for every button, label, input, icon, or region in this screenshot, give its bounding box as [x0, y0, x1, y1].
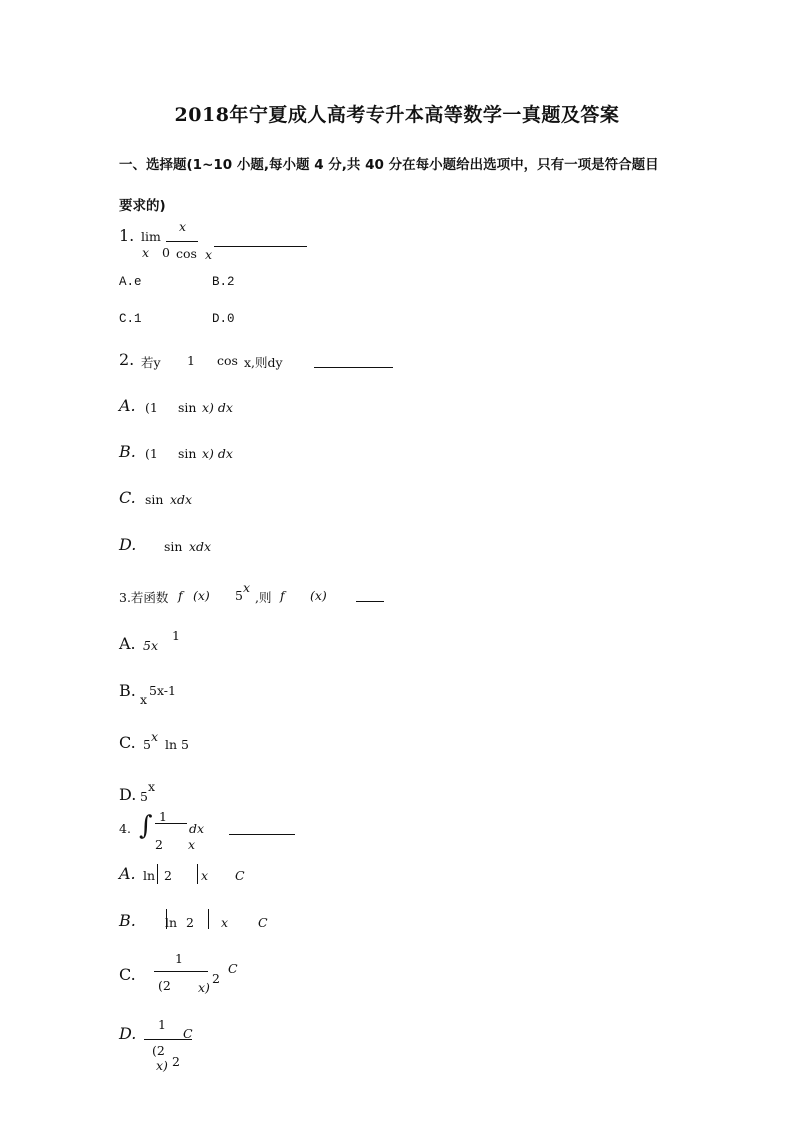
- q1-denominator-cos: cos: [176, 246, 197, 261]
- q3-exponent: x: [243, 580, 251, 595]
- q1-fraction-bar: [166, 241, 198, 242]
- q4-option-d-letter: D.: [119, 1024, 137, 1043]
- q1-option-a: A.e: [119, 275, 142, 289]
- q1-option-c: C.1: [119, 312, 142, 326]
- q4-option-d-const: C: [183, 1026, 193, 1041]
- q2-option-a-paren: (1: [145, 400, 158, 415]
- q4-option-b-ln: ln: [165, 915, 178, 930]
- q2-stem-prefix: 若y: [141, 355, 161, 370]
- q2-option-b-sin: sin: [178, 446, 197, 461]
- q3-option-a-sup: 1: [172, 628, 180, 643]
- q1-answer-blank: [214, 246, 307, 247]
- q3-option-d-sup: x: [148, 779, 156, 794]
- q4-den-x: x: [188, 837, 196, 852]
- q3-option-c-letter: C.: [119, 733, 136, 752]
- page-title: 2018年宁夏成人高考专升本高等数学一真题及答案: [174, 104, 620, 126]
- section-header-line1: 一、选择题(1~10 小题,每小题 4 分,共 40 分在每小题给出选项中，只有一项是符合题目: [119, 157, 659, 173]
- q4-dx: dx: [189, 821, 205, 836]
- q2-option-b-paren: (1: [145, 446, 158, 461]
- q3-option-a-letter: A.: [119, 634, 136, 653]
- q2-option-d-letter: D.: [119, 535, 137, 554]
- q4-integral-sign: ∫: [139, 811, 153, 841]
- q2-answer-blank: [314, 367, 393, 368]
- q4-numerator: 1: [159, 809, 167, 824]
- q3-x-paren: (x): [193, 588, 210, 603]
- q2-option-c-sin: sin: [145, 492, 164, 507]
- q4-option-a-abs-right: [197, 864, 198, 884]
- q3-x-paren2: (x): [310, 588, 327, 603]
- q3-option-b-sub: x: [140, 692, 148, 707]
- q3-option-a-body: 5x: [143, 638, 159, 653]
- q2-option-a-tail: x) dx: [202, 400, 233, 415]
- q2-number: 2.: [119, 350, 135, 369]
- q3-option-c-sup: x: [151, 729, 159, 744]
- q1-denominator-x: x: [205, 247, 213, 262]
- q4-den-2: 2: [155, 837, 163, 852]
- q4-option-a-two: 2: [164, 868, 172, 883]
- q3-option-c-body: 5: [143, 737, 151, 752]
- q4-number: 4.: [119, 821, 131, 836]
- q2-cos: cos: [217, 353, 238, 368]
- q1-lim-sub-0: 0: [162, 245, 170, 260]
- q3-f2: f: [280, 588, 285, 603]
- q4-option-c-letter: C.: [119, 965, 136, 984]
- q4-option-a-letter: A.: [119, 864, 136, 883]
- q4-option-c-den-x: x): [198, 980, 210, 995]
- q2-stem-tail: x,则dy: [244, 355, 283, 370]
- q4-option-a-const: C: [235, 868, 245, 883]
- q3-number-stem: 3.若函数: [119, 590, 169, 605]
- q2-option-c-letter: C.: [119, 488, 136, 507]
- q2-option-a-sin: sin: [178, 400, 197, 415]
- q4-option-c-const: C: [228, 961, 238, 976]
- q1-number: 1.: [119, 226, 135, 245]
- q3-f: f: [178, 588, 183, 603]
- section-header-line2: 要求的): [119, 198, 166, 214]
- q3-option-b-sup: 5x-1: [149, 683, 176, 698]
- q4-option-d-numerator: 1: [158, 1017, 166, 1032]
- q2-option-b-tail: x) dx: [202, 446, 233, 461]
- q1-option-b: B.2: [212, 275, 235, 289]
- q4-option-d-power: 2: [172, 1054, 180, 1069]
- q4-option-c-den: (2: [158, 978, 171, 993]
- q4-option-b-two: 2: [186, 915, 194, 930]
- q4-option-b-abs-right: [208, 909, 209, 929]
- q2-option-a-letter: A.: [119, 396, 136, 415]
- q1-numerator: x: [179, 219, 187, 234]
- q2-one: 1: [187, 353, 195, 368]
- q2-option-d-tail: xdx: [189, 539, 212, 554]
- q2-option-b-letter: B.: [119, 442, 136, 461]
- q4-option-c-power: 2: [212, 971, 220, 986]
- q1-lim-sub-x: x: [142, 245, 150, 260]
- q3-option-c-tail: ln 5: [165, 737, 189, 752]
- q3-option-d-body: 5: [140, 789, 148, 804]
- q3-base: 5: [235, 588, 243, 603]
- q1-lim: lim: [141, 229, 161, 244]
- q2-option-c-tail: xdx: [170, 492, 193, 507]
- q4-option-b-const: C: [258, 915, 268, 930]
- q2-option-d-sin: sin: [164, 539, 183, 554]
- q4-option-b-letter: B.: [119, 911, 136, 930]
- q3-then: ,则: [255, 590, 272, 605]
- q4-option-d-den-b: x): [156, 1058, 168, 1073]
- q4-option-b-x: x: [221, 915, 229, 930]
- q3-option-d-letter: D.: [119, 785, 137, 804]
- q4-option-d-den-a: (2: [152, 1043, 165, 1058]
- q4-fraction-bar: [155, 823, 187, 824]
- q4-option-a-abs-left: [157, 864, 158, 884]
- q4-option-a-ln: ln: [143, 868, 156, 883]
- q1-option-d: D.0: [212, 312, 235, 326]
- q4-option-c-fraction-bar: [154, 971, 208, 972]
- q3-option-b-letter: B.: [119, 681, 136, 700]
- q4-answer-blank: [229, 834, 295, 835]
- q3-answer-blank: [356, 601, 384, 602]
- q4-option-c-numerator: 1: [175, 951, 183, 966]
- q4-option-a-x: x: [201, 868, 209, 883]
